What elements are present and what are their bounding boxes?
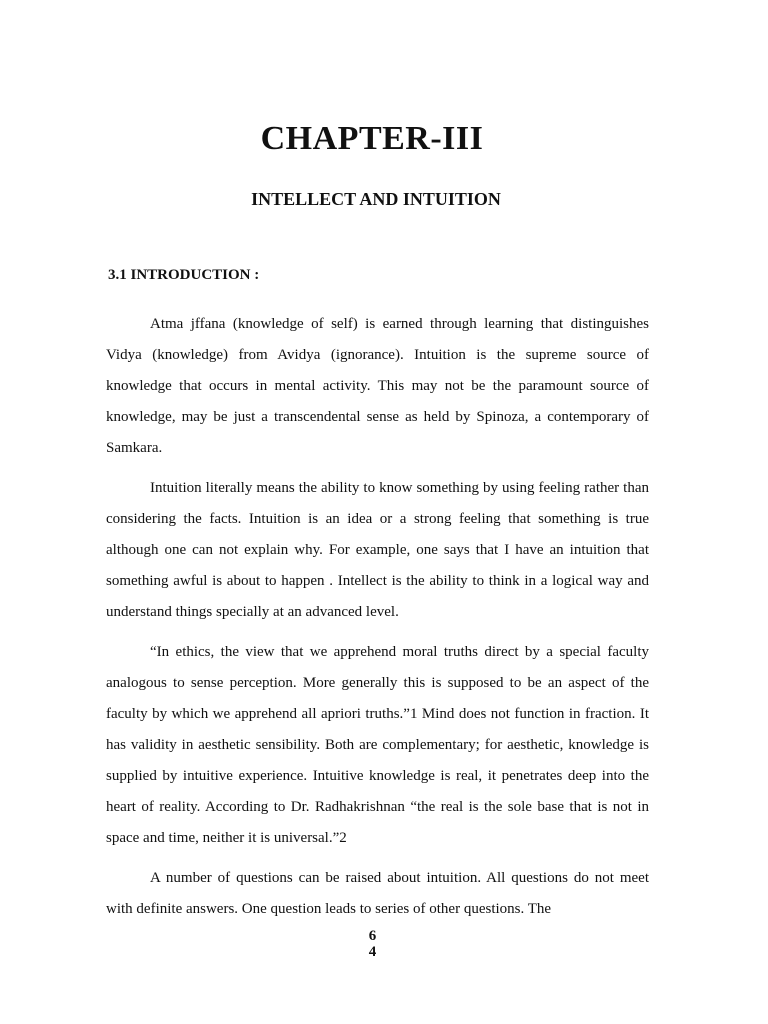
page-number-line: 4: [368, 944, 377, 960]
section-heading: 3.1 INTRODUCTION :: [108, 267, 260, 283]
paragraph: A number of questions can be raised about intuition. All questions do not meet with definite answers. One question leads to series of other questions. The: [106, 870, 649, 917]
chapter-subtitle: INTELLECT AND INTUITION: [251, 189, 501, 209]
paragraph: Atma jffana (knowledge of self) is earned through learning that distinguishes Vidya (knowledge) from Avidya (ignorance). Intuition is the supreme source of knowledge that occurs in mental activity. This may not be the paramount source of knowledge, may be just a transcendental sense as held by Spinoza, a contemporary of Samkara.: [106, 316, 649, 456]
paragraph: “In ethics, the view that we apprehend moral truths direct by a special faculty analogous to sense perception. More generally this is supposed to be an aspect of the faculty by which we apprehend all apriori truths.”1 Mind does not function in fraction. It has validity in aesthetic sensibility. Both are complementary; for aesthetic, knowledge is supplied by intuitive experience. Intuitive knowledge is real, it penetrates deep into the heart of reality. According to Dr. Radhakrishnan “the real is the sole base that is not in space and time, neither it is universal.”2: [106, 644, 649, 846]
page-number-line: 6: [368, 928, 377, 944]
paragraph: Intuition literally means the ability to know something by using feeling rather than considering the facts. Intuition is an idea or a strong feeling that something is true although one can not explain why. For example, one says that I have an intuition that something awful is about to happen . Intellect is the ability to think in a logical way and understand things specially at an advanced level.: [106, 480, 649, 620]
chapter-title: CHAPTER-III: [260, 120, 484, 157]
page-number: [0, 928, 745, 960]
